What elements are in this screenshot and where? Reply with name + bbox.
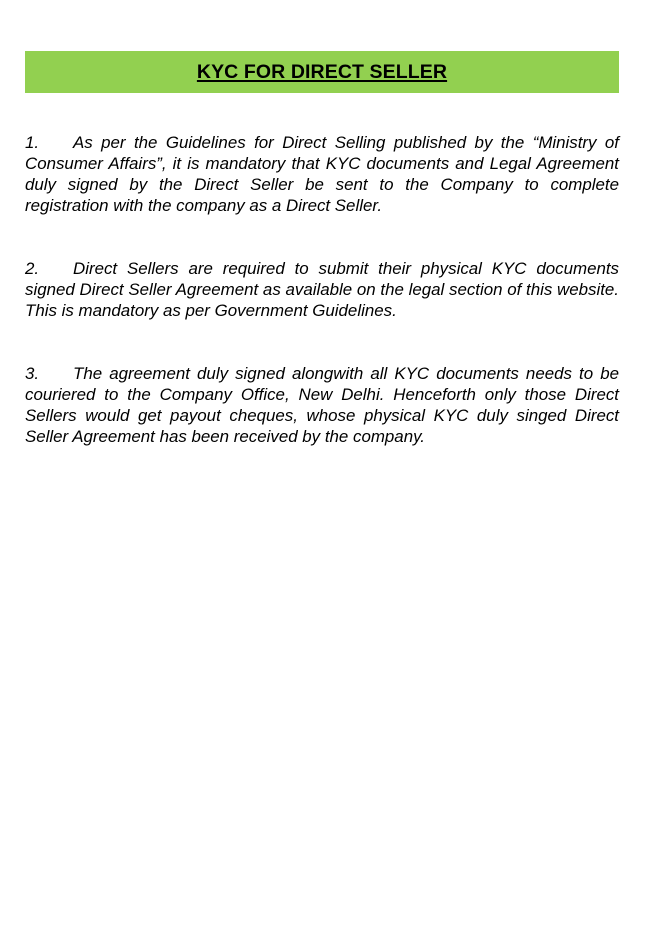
- paragraph-2: [25, 258, 619, 321]
- paragraph-text: Direct Sellers are required to submit their physical KYC documents signed Direct Seller Agreement as available on the legal section of this website. This is mandatory as per Government Guidelines.: [25, 259, 619, 320]
- document-body: [25, 132, 619, 489]
- paragraph-1: [25, 132, 619, 216]
- paragraph-text: The agreement duly signed alongwith all KYC documents needs to be couriered to the Company Office, New Delhi. Henceforth only those Direct Sellers would get payout cheques, whose physical KYC duly singed Direct Seller Agreement has been received by the company.: [25, 364, 619, 446]
- paragraph-number: 2.: [25, 259, 40, 278]
- paragraph-number: 1.: [25, 133, 40, 152]
- paragraph-3: [25, 363, 619, 447]
- title-banner: [25, 51, 619, 93]
- page-title: KYC FOR DIRECT SELLER: [196, 60, 448, 83]
- paragraph-number: 3.: [25, 364, 40, 383]
- paragraph-text: As per the Guidelines for Direct Selling published by the “Ministry of Consumer Affairs”, it is mandatory that KYC documents and Legal Agreement duly signed by the Direct Seller be sent to the Company to complete registration with the company as a Direct Seller.: [25, 133, 619, 215]
